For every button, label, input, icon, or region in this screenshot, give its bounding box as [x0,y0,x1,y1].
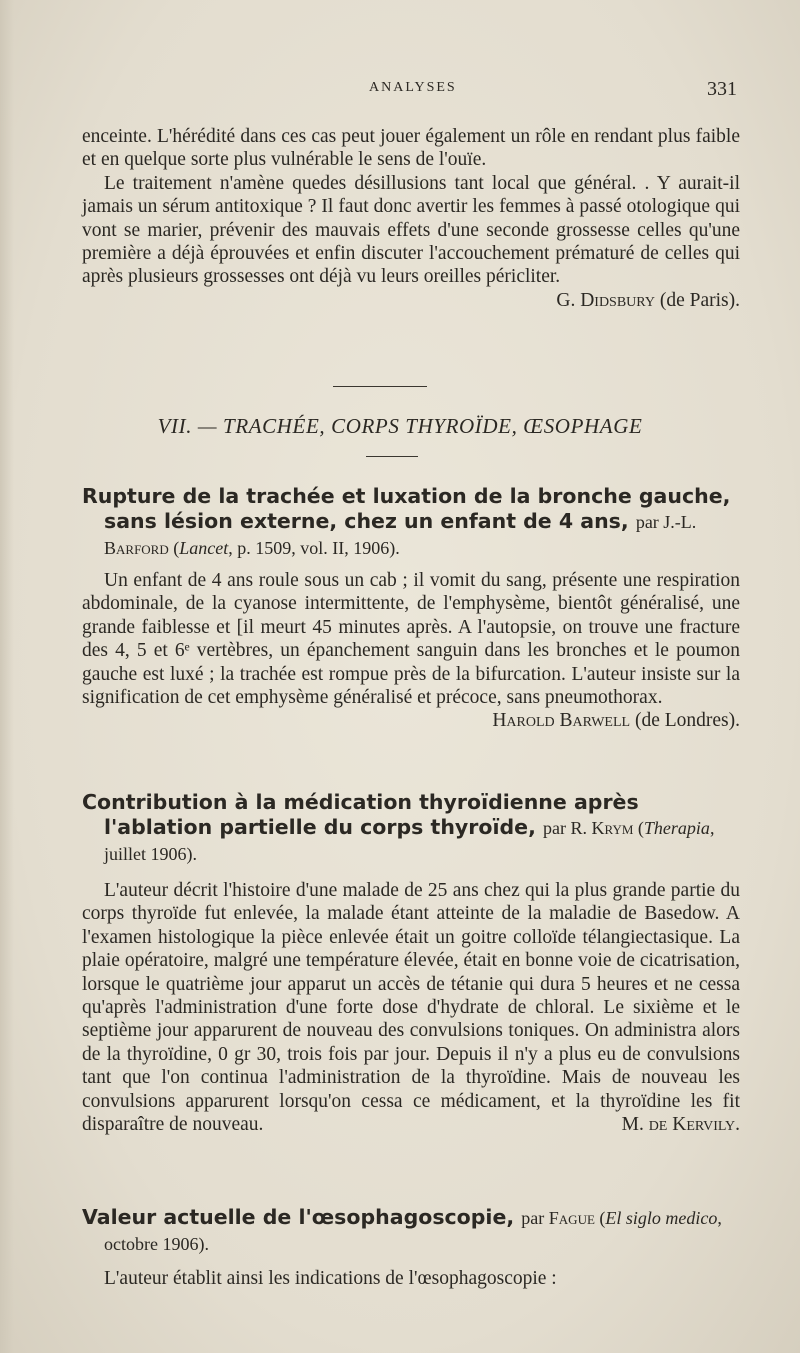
byline-author: Barford [104,538,169,558]
byline-author: Fague [548,1208,595,1228]
article-oesophagoscopie [82,1205,740,1290]
article-rupture-trachee [82,484,740,733]
byline-prefix: par [521,1208,545,1228]
article-title [82,1205,740,1257]
author-signature [82,709,740,732]
article-title [82,790,740,867]
byline-journal: El siglo medico [605,1208,718,1228]
byline-journal: Therapia [643,818,710,838]
article-medication-thyroidienne [82,790,740,1136]
signature-name: Didsbury [580,289,655,311]
byline-citation: juillet 1906). [104,844,197,864]
article-title-text: Contribution à la médication thyroïdienne après l'ablation partielle du corps thyroïde, [82,790,639,839]
paragraph: Le traitement n'amène quedes désillusions tant local que général. . Y aurait-il jamais un sérum antitoxique ? Il faut donc avertir les femmes à passé otologique qui vont se marier, prévenir des mauvais effets d'une seconde grossesse celles qu'une première a déjà éprouvées et enfin discuter l'accouchement prématuré de celles qui après plusieurs grossesses ont déjà vu leurs oreilles péricliter. [82,172,740,288]
paragraph: L'auteur établit ainsi les indications de l'œsophagoscopie : [104,1268,557,1289]
article-title [82,484,740,561]
byline-citation: , p. 1509, vol. II, 1906). [228,538,400,558]
article-title-text: Valeur actuelle de l'œsophagoscopie, [82,1205,515,1229]
page-edge-shadow [0,0,14,1353]
paragraph: Un enfant de 4 ans roule sous un cab ; il vomit du sang, présente une respiration abdominale, de la cyanose intermittente, de l'emphysème, bientôt généralisé, une grande faiblesse et [il meurt 45 minutes après. A l'autopsie, on trouve une fracture des 4, 5 et 6ᵉ vertèbres, un épanchement sanguin dans les bronches et le poumon gauche est luxé ; la trachée est rompue près de la bifurcation. L'auteur insiste sur la signification de cet emphysème généralisé et précoce, sans pneumothorax. [82,570,740,709]
divider-rule-short [366,456,418,457]
signature-initial: G. [556,289,576,311]
running-head: ANALYSES [369,80,457,95]
paragraph: L'auteur décrit l'histoire d'une malade de 25 ans chez qui la plus grande partie du corps thyroïde fut enlevée, la malade étant atteinte de la maladie de Basedow. A l'examen histologique la pièce enlevée était un goitre colloïde télangiectasique. La plaie opératoire, malgré une température élevée, était en bonne voie de cicatrisation, lorsque le quatrième jour apparut un accès de tétanie qui dura 5 heures et ne cessa qu'après l'administration d'une forte dose d'hydrate de chloral. Le sixième et le septième jour apparurent de nouveau des convulsions toniques. On administra alors de la thyroïdine, 0 gr 30, trois fois par jour. Depuis il n'y a plus eu de convulsions tant que l'on continua l'administration de la thyroïdine. Mais de nouveau les convulsions apparurent lorsqu'on cessa ce médicament, et la thyroïdine les fit disparaître de nouveau. [82,880,740,1136]
article-title-text: Rupture de la trachée et luxation de la bronche gauche, sans lésion externe, chez un enfant de 4 ans, [82,484,731,533]
divider-rule [333,386,427,387]
author-signature [82,289,740,312]
signature-place: (de Londres). [634,710,740,732]
page-header [0,78,800,108]
paragraph: enceinte. L'hérédité dans ces cas peut jouer également un rôle en rendant plus faible et en quelque sorte plus vulnérable le sens de l'ouïe. [82,126,740,171]
previous-article-continuation [82,125,740,312]
byline-journal: Lancet [179,538,229,558]
byline-prefix: par J.-L. [635,512,697,532]
signature-place: (de Paris). [659,289,740,311]
article-byline: par R. Krym (Therapia, juillet 1906). [104,818,715,864]
byline-prefix: par R. [543,818,588,838]
article-byline: par Fague (El siglo medico, octobre 1906). [104,1208,722,1254]
page-number: 331 [707,78,737,100]
byline-author: Krym [591,818,634,838]
byline-citation: , octobre 1906). [104,1208,722,1254]
signature-name: M. de Kervily. [621,1114,740,1136]
signature-name: Harold Barwell [492,710,631,732]
article-byline: par J.-L. Barford (Lancet, p. 1509, vol. II, 1906). [104,512,697,558]
section-heading: VII. — TRACHÉE, CORPS THYROÏDE, ŒSOPHAGE [157,414,643,438]
